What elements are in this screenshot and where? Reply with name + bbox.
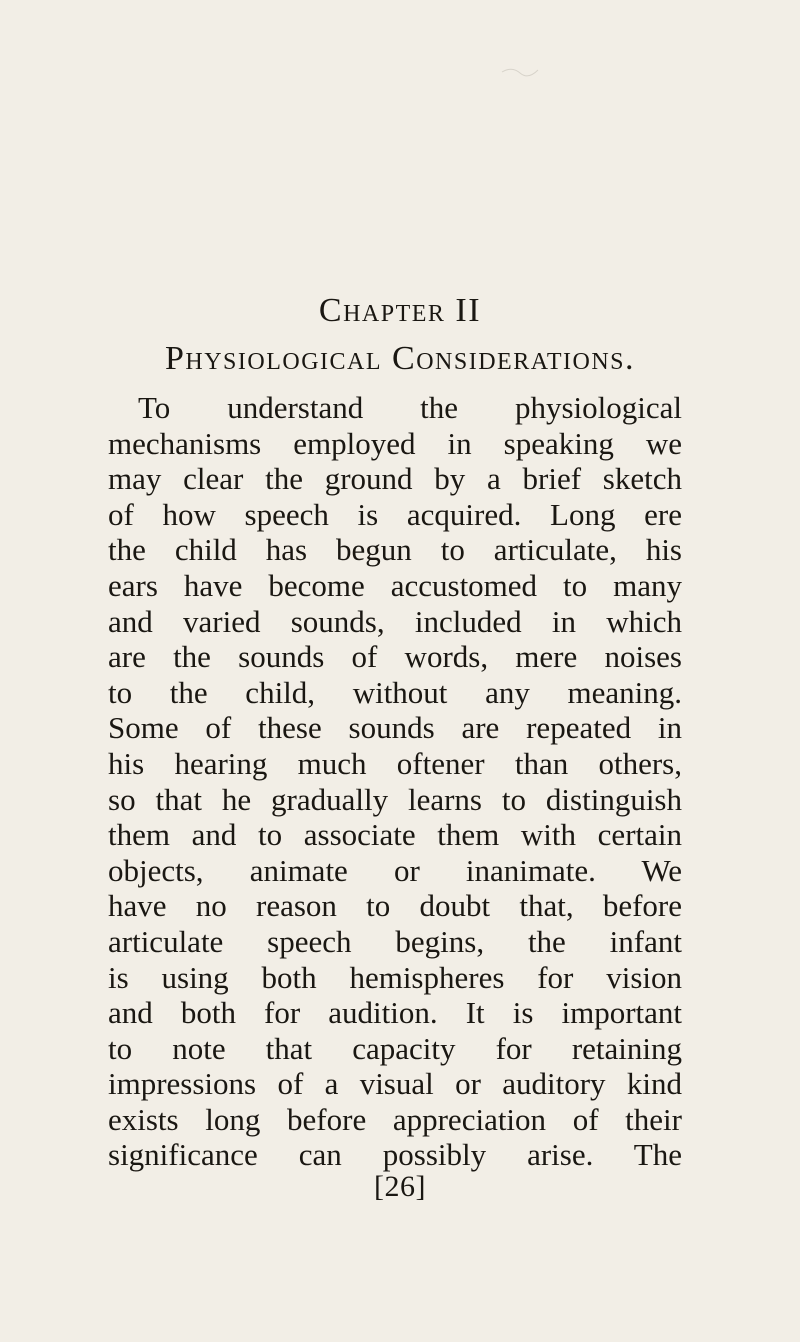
text-line: his hearing much oftener than others, — [108, 745, 682, 781]
text-line: is using both hemispheres for vision — [108, 959, 682, 995]
text-line: objects, animate or inanimate. We — [108, 852, 682, 888]
text-line: articulate speech begins, the infant — [108, 923, 682, 959]
text-line: impressions of a visual or auditory kind — [108, 1066, 682, 1102]
text-line: to the child, without any meaning. — [108, 674, 682, 710]
text-line: mechanisms employed in speaking we — [108, 425, 682, 461]
text-line: and varied sounds, included in which — [108, 603, 682, 639]
text-line: are the sounds of words, mere noises — [108, 639, 682, 675]
text-line: the child has begun to articulate, his — [108, 532, 682, 568]
text-line: to note that capacity for retaining — [108, 1030, 682, 1066]
chapter-title: Physiological Considerations. — [164, 340, 636, 377]
page-number: [26] — [374, 1170, 426, 1203]
text-line: Some of these sounds are repeated in — [108, 710, 682, 746]
text-line: significance can possibly arise. The — [108, 1137, 682, 1173]
text-line: them and to associate them with certain — [108, 817, 682, 853]
text-line: so that he gradually learns to distinguish — [108, 781, 682, 817]
text-line: To understand the physiological — [138, 390, 682, 425]
text-line: exists long before appreciation of their — [108, 1101, 682, 1137]
chapter-heading: Chapter II — [318, 292, 482, 329]
text-line: and both for audition. It is important — [108, 995, 682, 1031]
text-line: ears have become accustomed to many — [108, 567, 682, 603]
text-line: may clear the ground by a brief sketch — [108, 461, 682, 497]
text-line: have no reason to doubt that, before — [108, 888, 682, 924]
paper-mark — [500, 64, 540, 80]
text-line: of how speech is acquired. Long ere — [108, 496, 682, 532]
body-paragraph — [108, 390, 682, 1173]
